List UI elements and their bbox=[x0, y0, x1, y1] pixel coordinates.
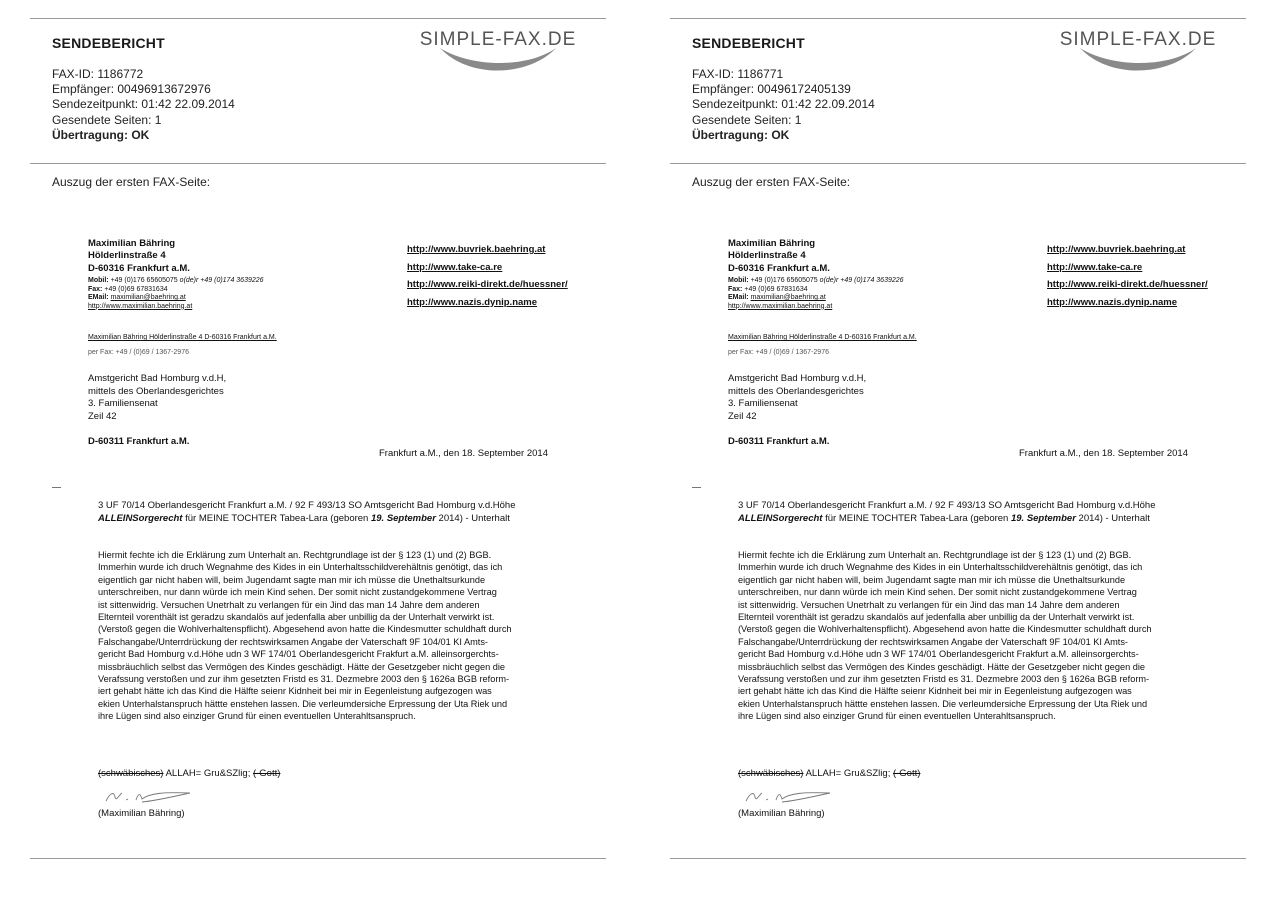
body-line: Hiermit fechte ich die Erklärung zum Unterhalt an. Rechtgrundlage ist der § 123 (1) und (2) BGB. bbox=[98, 550, 492, 560]
recipient-number: Empfänger: 00496913672976 bbox=[52, 82, 211, 97]
greeting-line bbox=[738, 768, 920, 779]
subject-emphasis: ALLEINSorgerecht bbox=[98, 512, 183, 524]
sender-street: Hölderlinstraße 4 bbox=[88, 250, 166, 262]
body-line: eigentlich gar nicht haben will, beim Jugendamt sagte man mir ich müsse die Unethaltsurkunde bbox=[98, 574, 486, 585]
pages-sent: Gesendete Seiten: 1 bbox=[692, 112, 802, 127]
recipient-line: Zeil 42 bbox=[88, 410, 117, 422]
body-line: missbräuchlich selbst das Vermögen des Kindes geschädigt. Hätte der Gesetzgeber nicht gegen die bbox=[98, 661, 506, 672]
handwritten-signature bbox=[102, 785, 202, 807]
body-line: Immerhin wurde ich druch Wegnahme des Kides in ein Unterhaltsschildverehältnis genötigt, das ich bbox=[98, 562, 503, 573]
link-item: http://www.nazis.dynip.name bbox=[1047, 296, 1178, 308]
link-item: http://www.reiki-direkt.de/huessner/ bbox=[407, 279, 568, 290]
body-line: (Verstoß gegen die Wohlverhaltenspflicht). Abgesehend avon hatte die Kindesmutter schuldhaft durch bbox=[98, 624, 512, 635]
recipient-city: D-60311 Frankfurt a.M. bbox=[728, 436, 830, 447]
greeting-struck-1: (schwäbisches) bbox=[738, 768, 804, 779]
fax-id: FAX-ID: 1186772 bbox=[52, 67, 144, 81]
link-item: http://www.buvriek.baehring.at bbox=[1047, 244, 1186, 255]
recipient-line: Amstgericht Bad Homburg v.d.H, bbox=[88, 373, 227, 384]
body-line: unterschreiben, nur dann würde ich mein Kind sehen. Der somit nicht zustandgekommene Vertrag bbox=[98, 587, 497, 598]
subject-block bbox=[98, 500, 516, 526]
body-line: ekien Unterhalstanspruch hättte enstehen lassen. Die verleumdersiche Erpressung der Uta Riek und bbox=[98, 698, 508, 709]
body-line: gericht Bad Homburg v.d.Höhe udn 3 WF 174/01 Oberlandesgericht Frakfurt a.M. alleinsorgerchts- bbox=[98, 649, 499, 660]
sender-block bbox=[88, 238, 190, 275]
brand-text: SIMPLE-FAX.DE bbox=[1059, 29, 1217, 50]
recipient-line: 3. Familiensenat bbox=[88, 398, 158, 410]
body-line: ihre Lügen sind also einziger Grund für einen eventuellen Unterahltsanspruch. bbox=[738, 711, 1056, 722]
mobil-value: +49 (0)176 65605075 bbox=[750, 277, 818, 284]
pages-sent: Gesendete Seiten: 1 bbox=[52, 112, 162, 127]
recipient-line: 3. Familiensenat bbox=[728, 398, 798, 410]
recipient-city: D-60311 Frankfurt a.M. bbox=[88, 436, 190, 447]
link-list bbox=[1047, 241, 1208, 311]
website-link: http://www.maximilian.baehring.at bbox=[728, 302, 833, 310]
report-title: SENDEBERICHT bbox=[692, 35, 805, 51]
divider-top bbox=[30, 18, 606, 19]
per-fax-line: per Fax: +49 / (0)69 / 1367-2976 bbox=[728, 349, 829, 356]
fax-page-excerpt bbox=[670, 200, 1246, 850]
sender-street: Hölderlinstraße 4 bbox=[728, 250, 806, 262]
letter-body bbox=[98, 549, 512, 723]
per-fax-line: per Fax: +49 / (0)69 / 1367-2976 bbox=[88, 349, 189, 356]
subject-block bbox=[738, 500, 1156, 526]
divider-bottom bbox=[30, 858, 606, 859]
email-value: maximilian@baehring.at bbox=[110, 294, 186, 302]
body-line: eigentlich gar nicht haben will, beim Jugendamt sagte man mir ich müsse die Unethaltsurkunde bbox=[738, 574, 1126, 585]
body-line: Verafssung verstoßen und zur ihm gesetzten Fristd es 31. Dezmebre 2003 den § 1626a BGB reform- bbox=[738, 674, 1150, 685]
body-line: iert gehabt hätte ich das Kind die Hälfte seienr Kidnheit bei mir in Eegenleistung aufgezogen was bbox=[98, 686, 492, 697]
recipient-line: mittels des Oberlandesgerichtes bbox=[728, 385, 864, 397]
body-line: Verafssung verstoßen und zur ihm gesetzten Fristd es 31. Dezmebre 2003 den § 1626a BGB reform- bbox=[98, 674, 510, 685]
transmission-status: Übertragung: OK bbox=[52, 127, 150, 142]
divider-top bbox=[670, 18, 1246, 19]
body-line: ihre Lügen sind also einziger Grund für einen eventuellen Unterahltsanspruch. bbox=[98, 711, 416, 722]
contact-block bbox=[728, 277, 904, 311]
body-line: missbräuchlich selbst das Vermögen des Kindes geschädigt. Hätte der Gesetzgeber nicht gegen die bbox=[738, 661, 1146, 672]
fax-value: +49 (0)69 67831634 bbox=[744, 285, 808, 293]
send-time: Sendezeitpunkt: 01:42 22.09.2014 bbox=[52, 97, 235, 112]
subject-date: 19. September bbox=[1010, 512, 1076, 524]
subject-line-1: 3 UF 70/14 Oberlandesgericht Frankfurt a.M. / 92 F 493/13 SO Amtsgericht Bad Homburg v.d.Höhe bbox=[738, 500, 1156, 511]
recipient-address bbox=[728, 373, 866, 423]
email-label: EMail: bbox=[88, 294, 109, 302]
fax-label: Fax: bbox=[88, 285, 103, 293]
transmission-status: Übertragung: OK bbox=[692, 127, 790, 142]
mobil-alt: o(de)r +49 (0)174 3639226 bbox=[179, 277, 264, 284]
link-item: http://www.take-ca.re bbox=[407, 261, 503, 273]
subject-line-2 bbox=[98, 513, 516, 526]
mobil-alt: o(de)r +49 (0)174 3639226 bbox=[819, 277, 904, 284]
subject-emphasis: ALLEINSorgerecht bbox=[738, 512, 823, 524]
greeting-main: ALLAH= Gru&SZlig; bbox=[803, 768, 893, 779]
simple-fax-logo bbox=[400, 24, 596, 76]
report-meta bbox=[52, 67, 235, 143]
excerpt-label: Auszug der ersten FAX-Seite: bbox=[52, 175, 211, 189]
sender-name: Maximilian Bähring bbox=[88, 238, 176, 249]
email-value: maximilian@baehring.at bbox=[750, 294, 826, 302]
letter-date: Frankfurt a.M., den 18. September 2014 bbox=[379, 448, 548, 459]
fax-id: FAX-ID: 1186771 bbox=[692, 67, 784, 81]
fax-report-left bbox=[30, 0, 606, 906]
return-address: Maximilian Bähring Hölderlinstraße 4 D-60316 Frankfurt a.M. bbox=[88, 334, 277, 341]
fax-value: +49 (0)69 67831634 bbox=[104, 285, 168, 293]
body-line: Immerhin wurde ich druch Wegnahme des Kides in ein Unterhaltsschildverehältnis genötigt, das ich bbox=[738, 562, 1143, 573]
fax-page-excerpt bbox=[30, 200, 606, 850]
body-line: (Verstoß gegen die Wohlverhaltenspflicht). Abgesehend avon hatte die Kindesmutter schuldhaft durch bbox=[738, 624, 1152, 635]
subject-end: 2014) - Unterhalt bbox=[1075, 512, 1150, 524]
sender-city: D-60316 Frankfurt a.M. bbox=[728, 262, 830, 274]
body-line: unterschreiben, nur dann würde ich mein Kind sehen. Der somit nicht zustandgekommene Vertrag bbox=[738, 587, 1137, 598]
subject-end: 2014) - Unterhalt bbox=[435, 512, 510, 524]
excerpt-label: Auszug der ersten FAX-Seite: bbox=[692, 175, 851, 189]
subject-line-1: 3 UF 70/14 Oberlandesgericht Frankfurt a.M. / 92 F 493/13 SO Amtsgericht Bad Homburg v.d.Höhe bbox=[98, 500, 516, 511]
brand-text: SIMPLE-FAX.DE bbox=[419, 29, 577, 50]
body-line: Hiermit fechte ich die Erklärung zum Unterhalt an. Rechtgrundlage ist der § 123 (1) und (2) BGB. bbox=[738, 550, 1132, 560]
sender-block bbox=[728, 238, 830, 275]
website-link: http://www.maximilian.baehring.at bbox=[88, 302, 193, 310]
sender-city: D-60316 Frankfurt a.M. bbox=[88, 262, 190, 274]
return-address: Maximilian Bähring Hölderlinstraße 4 D-60316 Frankfurt a.M. bbox=[728, 334, 917, 341]
sender-name: Maximilian Bähring bbox=[728, 238, 816, 249]
greeting-struck-2: (-Gott) bbox=[252, 768, 281, 779]
body-line: ist sittenwidrig. Versuchen Unetrhalt zu verlangen für ein Jind das man 14 Jahre dem anderen bbox=[98, 599, 480, 610]
signer-name: (Maximilian Bähring) bbox=[738, 808, 825, 819]
simple-fax-logo bbox=[1040, 24, 1236, 76]
fold-mark bbox=[692, 487, 701, 488]
report-title: SENDEBERICHT bbox=[52, 35, 165, 51]
recipient-address bbox=[88, 373, 226, 423]
divider-middle bbox=[670, 163, 1246, 164]
body-line: Elternteil vorenthält ist geradzu skandalös auf jedenfalla aber unbillig da der Unterhalt verwirkt ist. bbox=[98, 612, 495, 623]
divider-bottom bbox=[670, 858, 1246, 859]
handwritten-signature bbox=[742, 785, 842, 807]
greeting-line bbox=[98, 768, 280, 779]
body-line: Elternteil vorenthält ist geradzu skandalös auf jedenfalla aber unbillig da der Unterhalt verwirkt ist. bbox=[738, 612, 1135, 623]
divider-middle bbox=[30, 163, 606, 164]
subject-line-2 bbox=[738, 513, 1156, 526]
link-item: http://www.buvriek.baehring.at bbox=[407, 244, 546, 255]
recipient-line: mittels des Oberlandesgerichtes bbox=[88, 385, 224, 397]
contact-block bbox=[88, 277, 264, 311]
body-line: ist sittenwidrig. Versuchen Unetrhalt zu verlangen für ein Jind das man 14 Jahre dem anderen bbox=[738, 599, 1120, 610]
link-item: http://www.take-ca.re bbox=[1047, 261, 1143, 273]
greeting-struck-2: (-Gott) bbox=[892, 768, 921, 779]
fax-label: Fax: bbox=[728, 285, 743, 293]
mobil-label: Mobil: bbox=[88, 277, 109, 284]
report-meta bbox=[692, 67, 875, 143]
subject-date: 19. September bbox=[370, 512, 436, 524]
body-line: iert gehabt hätte ich das Kind die Hälfte seienr Kidnheit bei mir in Eegenleistung aufgezogen was bbox=[738, 686, 1132, 697]
body-line: Falschangabe/Unterrdrückung der rechtswirksamen Angabe der Vaterschaft 9F 104/01 KI Amts- bbox=[738, 636, 1128, 647]
letter-body bbox=[738, 549, 1152, 723]
greeting-struck-1: (schwäbisches) bbox=[98, 768, 164, 779]
letter-date: Frankfurt a.M., den 18. September 2014 bbox=[1019, 448, 1188, 459]
link-list bbox=[407, 241, 568, 311]
email-label: EMail: bbox=[728, 294, 749, 302]
link-item: http://www.reiki-direkt.de/huessner/ bbox=[1047, 279, 1208, 290]
mobil-label: Mobil: bbox=[728, 277, 749, 284]
link-item: http://www.nazis.dynip.name bbox=[407, 296, 538, 308]
fold-mark bbox=[52, 487, 61, 488]
body-line: Falschangabe/Unterrdrückung der rechtswirksamen Angabe der Vaterschaft 9F 104/01 KI Amts- bbox=[98, 636, 488, 647]
signer-name: (Maximilian Bähring) bbox=[98, 808, 185, 819]
mobil-value: +49 (0)176 65605075 bbox=[110, 277, 178, 284]
recipient-number: Empfänger: 00496172405139 bbox=[692, 82, 851, 97]
body-line: ekien Unterhalstanspruch hättte enstehen lassen. Die verleumdersiche Erpressung der Uta Riek und bbox=[738, 698, 1148, 709]
subject-middle: für MEINE TOCHTER Tabea-Lara (geboren bbox=[182, 512, 371, 524]
recipient-line: Amstgericht Bad Homburg v.d.H, bbox=[728, 373, 867, 384]
body-line: gericht Bad Homburg v.d.Höhe udn 3 WF 174/01 Oberlandesgericht Frakfurt a.M. alleinsorgerchts- bbox=[738, 649, 1139, 660]
subject-middle: für MEINE TOCHTER Tabea-Lara (geboren bbox=[822, 512, 1011, 524]
send-time: Sendezeitpunkt: 01:42 22.09.2014 bbox=[692, 97, 875, 112]
fax-report-right bbox=[670, 0, 1246, 906]
greeting-main: ALLAH= Gru&SZlig; bbox=[163, 768, 253, 779]
recipient-line: Zeil 42 bbox=[728, 410, 757, 422]
